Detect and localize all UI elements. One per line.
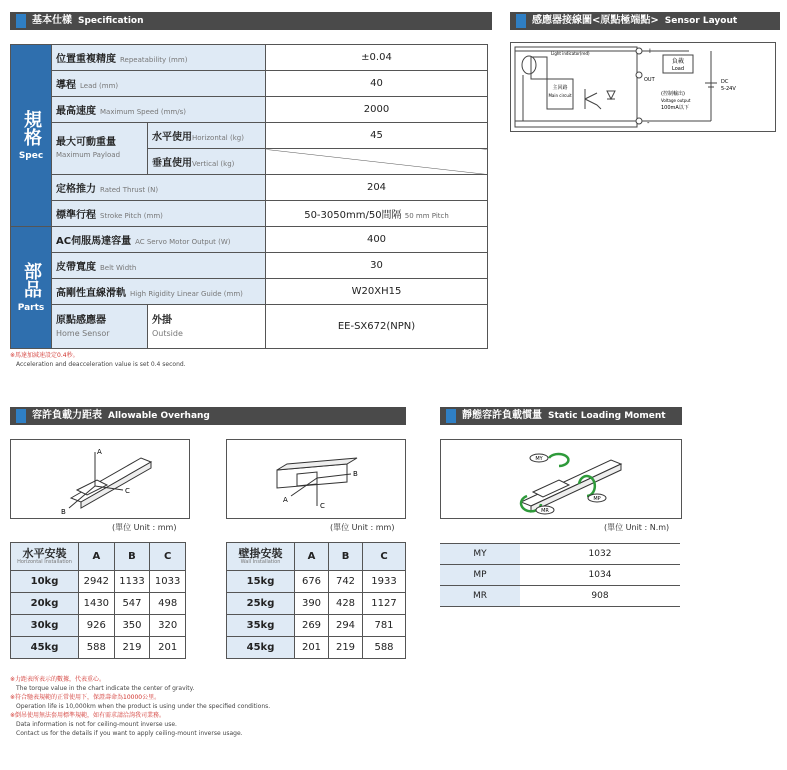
wall-head: 壁掛安裝 Wall Installation xyxy=(227,543,295,571)
table-row xyxy=(11,123,488,149)
col-a: A xyxy=(79,543,115,571)
overhang-title-zh: 容許負載力距表 xyxy=(32,410,102,421)
vertical-label: 垂直使用Vertical (kg) xyxy=(148,149,266,175)
overhang-note-zh: ※倒吊使用無法套用標準規範，如有需求請洽詢我司業務。 xyxy=(10,712,166,719)
horizontal-overhang-table xyxy=(10,542,186,659)
terminal-icon xyxy=(636,48,642,54)
fig-label-c: C xyxy=(125,487,130,495)
moment-value: 1034 xyxy=(520,565,680,586)
table-row xyxy=(11,227,488,253)
col-b: B xyxy=(329,543,363,571)
table-row: 45kg 201 219 588 xyxy=(227,637,406,659)
spec-note xyxy=(10,351,186,369)
lead-value: 40 xyxy=(266,71,488,97)
col-c: C xyxy=(150,543,186,571)
stroke-label: 標準行程 Stroke Pitch (mm) xyxy=(52,201,266,227)
belt-value: 30 xyxy=(266,253,488,279)
moment-key: MR xyxy=(440,586,520,607)
load-en: Load xyxy=(672,66,684,72)
overhang-note-zh: ※力距表所表示的數據，代表重心。 xyxy=(10,676,106,683)
overhang-title-en: Allowable Overhang xyxy=(108,411,210,421)
overhang-unit-right: (單位 Unit : mm) xyxy=(330,523,395,532)
terminal-icon xyxy=(636,72,642,78)
table-row xyxy=(11,45,488,71)
overhang-unit-left: (單位 Unit : mm) xyxy=(112,523,177,532)
resistor-icon xyxy=(531,57,547,79)
table-row xyxy=(440,544,680,565)
moment-title-en: Static Loading Moment xyxy=(548,411,666,421)
overhang-note-en: The torque value in the chart indicate the center of gravity. xyxy=(16,685,195,692)
belt-label: 皮帶寬度 Belt Width xyxy=(52,253,266,279)
moment-unit: (單位 Unit : N.m) xyxy=(604,523,670,532)
plus-label: + xyxy=(647,47,653,55)
wall-install-figure xyxy=(226,439,406,519)
outside-label: 外掛 Outside xyxy=(148,305,266,349)
moment-svg xyxy=(441,440,681,518)
horizontal-head: 水平安裝 Horizontal Installation xyxy=(11,543,79,571)
table-row xyxy=(440,565,680,586)
sensor-title-en: Sensor Layout xyxy=(664,16,738,26)
overhang-note-en: Contact us for the details if you want to apply ceiling-mount inverse usage. xyxy=(16,730,243,737)
home-sensor-label: 原點感應器 Home Sensor xyxy=(52,305,148,349)
fig-label-a: A xyxy=(97,448,102,456)
table-row xyxy=(11,201,488,227)
parts-category-zh: 部品 xyxy=(21,262,42,298)
table-row: 25kg 390 428 1127 xyxy=(227,593,406,615)
overhang-note-en: Data information is not for ceiling-mount inverse use. xyxy=(16,721,177,728)
light-indicator-label: Light indicator(red) xyxy=(551,51,590,56)
transistor-icon xyxy=(585,89,601,109)
table-row: 35kg 269 294 781 xyxy=(227,615,406,637)
spec-section-header xyxy=(10,12,492,30)
moment-figure xyxy=(440,439,682,519)
table-row xyxy=(11,543,186,571)
terminal-icon xyxy=(636,118,642,124)
servo-value: 400 xyxy=(266,227,488,253)
table-row: 15kg 676 742 1933 xyxy=(227,571,406,593)
slider-block-icon xyxy=(297,472,317,486)
horizontal-install-svg xyxy=(11,440,189,518)
col-c: C xyxy=(363,543,406,571)
yaw-arrow-icon xyxy=(549,454,568,466)
stroke-value: 50-3050mm/50間隔 50 mm Pitch xyxy=(266,201,488,227)
moment-value: 1032 xyxy=(520,544,680,565)
table-row: 10kg 2942 1133 1033 xyxy=(11,571,186,593)
minus-label: - xyxy=(647,119,650,127)
servo-label: AC伺服馬達容量 AC Servo Motor Output (W) xyxy=(52,227,266,253)
fig-label-b: B xyxy=(61,508,66,516)
out-label: OUT xyxy=(644,77,655,83)
led-icon xyxy=(522,56,536,74)
moment-key: MP xyxy=(440,565,520,586)
actuator-rail-icon xyxy=(71,458,151,502)
table-row xyxy=(11,305,488,349)
sensor-wiring-svg xyxy=(511,43,775,131)
sensor-body-outline xyxy=(515,47,637,127)
col-a: A xyxy=(295,543,329,571)
rail-value: W20XH15 xyxy=(266,279,488,305)
table-row: 30kg 926 350 320 xyxy=(11,615,186,637)
repeatability-value: ±0.04 xyxy=(266,45,488,71)
wall-install-svg xyxy=(227,440,405,518)
spec-category-zh: 規格 xyxy=(21,110,42,146)
overhang-section-header xyxy=(10,407,406,425)
fig-label-b: B xyxy=(353,470,358,478)
spec-note-zh: ※馬達加減速設定0.4秒。 xyxy=(10,352,79,359)
lead-label: 導程 Lead (mm) xyxy=(52,71,266,97)
output-ma: 100mA以下 xyxy=(661,105,689,111)
home-sensor-value: EE-SX672(NPN) xyxy=(266,305,488,349)
vertical-value-empty xyxy=(266,149,488,175)
moment-section-header xyxy=(440,407,682,425)
overhang-note-en: Operation life is 10,000km when the product is using under the specified conditions. xyxy=(16,703,271,710)
table-row xyxy=(11,71,488,97)
overhang-note-zh: ※符合馳表規範的正常使用下，保證壽命為10000公里。 xyxy=(10,694,161,701)
horizontal-value: 45 xyxy=(266,123,488,149)
thrust-label: 定格推力 Rated Thrust (N) xyxy=(52,175,266,201)
fig-label-mp: MP xyxy=(593,496,601,502)
table-row: 45kg 588 219 201 xyxy=(11,637,186,659)
main-circuit-zh: 主回路 xyxy=(552,85,568,91)
parts-category-en: Parts xyxy=(17,303,45,313)
rail-label: 高剛性直線滑軌 High Rigidity Linear Guide (mm) xyxy=(52,279,266,305)
diode-icon xyxy=(607,91,615,99)
col-b: B xyxy=(114,543,150,571)
wall-overhang-table xyxy=(226,542,406,659)
speed-value: 2000 xyxy=(266,97,488,123)
sensor-title-zh: 感應器接線圖<原點極端點> xyxy=(532,15,659,26)
table-row: 20kg 1430 547 498 xyxy=(11,593,186,615)
table-row xyxy=(227,543,406,571)
table-row xyxy=(11,253,488,279)
output-en: Voltage output xyxy=(661,98,691,103)
spec-category-en: Spec xyxy=(18,151,44,161)
fig-label-mr: MR xyxy=(541,508,549,514)
moment-table xyxy=(440,543,680,607)
sensor-wiring-diagram xyxy=(510,42,776,132)
moment-title-zh: 靜態容許負載慣量 xyxy=(462,410,542,421)
spec-table xyxy=(10,44,488,349)
repeatability-label: 位置重複精度 Repeatability (mm) xyxy=(52,45,266,71)
table-row xyxy=(11,97,488,123)
spec-category-cell xyxy=(11,45,52,227)
moment-key: MY xyxy=(440,544,520,565)
moment-value: 908 xyxy=(520,586,680,607)
overhang-notes xyxy=(10,675,270,738)
parts-category-cell xyxy=(11,227,52,349)
fig-label-my: MY xyxy=(535,456,543,462)
dc-label: DC xyxy=(721,79,729,85)
fig-label-a: A xyxy=(283,496,288,504)
main-circuit-en: Main circuit xyxy=(548,93,572,98)
spec-note-en: Acceleration and deacceleration value is set 0.4 second. xyxy=(16,361,186,368)
table-row xyxy=(440,586,680,607)
fig-label-c: C xyxy=(320,502,325,510)
payload-label: 最大可動重量 Maximum Payload xyxy=(52,123,148,175)
table-row xyxy=(11,279,488,305)
speed-label: 最高速度 Maximum Speed (mm/s) xyxy=(52,97,266,123)
horizontal-install-figure xyxy=(10,439,190,519)
load-zh: 負載 xyxy=(671,58,685,65)
dc-voltage-label: 5-24V xyxy=(721,86,736,92)
horizontal-label: 水平使用Horizontal (kg) xyxy=(148,123,266,149)
table-row xyxy=(11,175,488,201)
thrust-value: 204 xyxy=(266,175,488,201)
output-zh: (控制輸出) xyxy=(661,91,685,97)
sensor-section-header xyxy=(510,12,780,30)
spec-title-zh: 基本仕樣 xyxy=(32,15,72,26)
spec-title-en: Specification xyxy=(78,16,144,26)
